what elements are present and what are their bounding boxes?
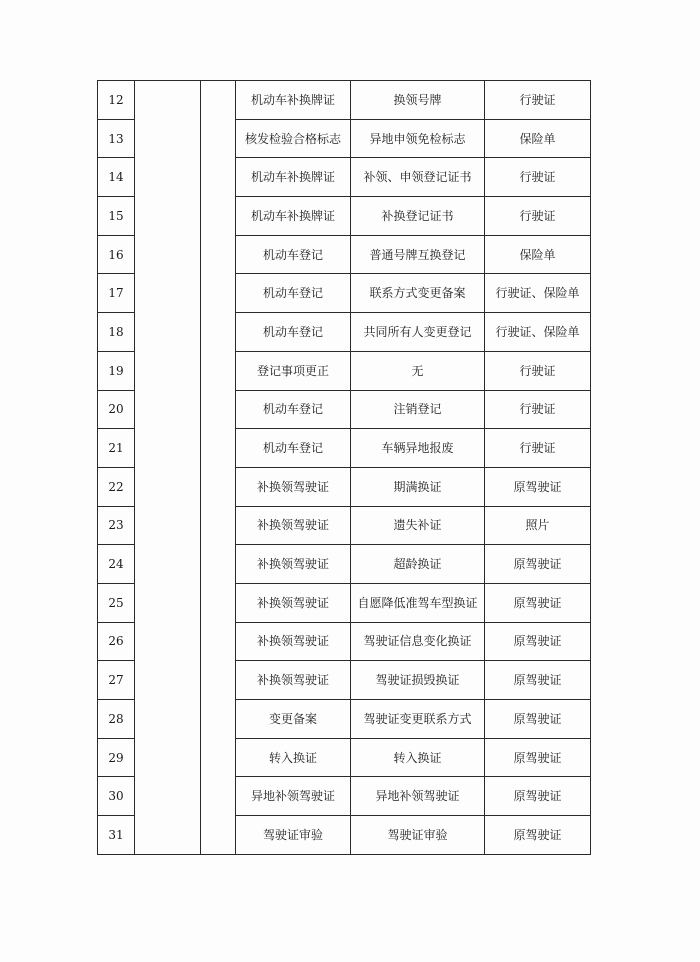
row-number-cell: 27 [98, 661, 135, 700]
sub-item-cell: 共同所有人变更登记 [351, 313, 485, 352]
sub-item-cell: 换领号牌 [351, 81, 485, 120]
row-number-cell: 19 [98, 351, 135, 390]
row-number-cell: 18 [98, 313, 135, 352]
sub-item-cell: 驾驶证损毁换证 [351, 661, 485, 700]
row-number-cell: 15 [98, 197, 135, 236]
sub-item-cell: 异地补领驾驶证 [351, 777, 485, 816]
row-number-cell: 24 [98, 545, 135, 584]
sub-item-cell: 转入换证 [351, 738, 485, 777]
sub-item-cell: 补领、申领登记证书 [351, 158, 485, 197]
table-body [98, 81, 591, 855]
row-number-cell: 26 [98, 622, 135, 661]
row-number-cell: 17 [98, 274, 135, 313]
row-number-cell: 16 [98, 235, 135, 274]
material-cell: 原驾驶证 [485, 816, 591, 855]
sub-item-cell: 自愿降低准驾车型换证 [351, 583, 485, 622]
item-name-cell: 驾驶证审验 [236, 816, 351, 855]
merged-category-cell [135, 81, 201, 855]
item-name-cell: 异地补领驾驶证 [236, 777, 351, 816]
sub-item-cell: 遗失补证 [351, 506, 485, 545]
material-cell: 原驾驶证 [485, 622, 591, 661]
item-name-cell: 补换领驾驶证 [236, 622, 351, 661]
item-name-cell: 转入换证 [236, 738, 351, 777]
row-number-cell: 14 [98, 158, 135, 197]
sub-item-cell: 联系方式变更备案 [351, 274, 485, 313]
sub-item-cell: 注销登记 [351, 390, 485, 429]
item-name-cell: 登记事项更正 [236, 351, 351, 390]
sub-item-cell: 超龄换证 [351, 545, 485, 584]
item-name-cell: 补换领驾驶证 [236, 506, 351, 545]
material-cell: 行驶证 [485, 351, 591, 390]
row-number-cell: 22 [98, 467, 135, 506]
row-number-cell: 23 [98, 506, 135, 545]
material-cell: 行驶证、保险单 [485, 274, 591, 313]
material-cell: 行驶证 [485, 158, 591, 197]
sub-item-cell: 普通号牌互换登记 [351, 235, 485, 274]
row-number-cell: 30 [98, 777, 135, 816]
row-number-cell: 29 [98, 738, 135, 777]
material-cell: 原驾驶证 [485, 700, 591, 739]
material-cell: 原驾驶证 [485, 467, 591, 506]
item-name-cell: 机动车登记 [236, 235, 351, 274]
sub-item-cell: 补换登记证书 [351, 197, 485, 236]
service-items-table [97, 80, 591, 855]
sub-item-cell: 驾驶证信息变化换证 [351, 622, 485, 661]
material-cell: 保险单 [485, 119, 591, 158]
sub-item-cell: 异地申领免检标志 [351, 119, 485, 158]
sub-item-cell: 期满换证 [351, 467, 485, 506]
row-number-cell: 25 [98, 583, 135, 622]
material-cell: 原驾驶证 [485, 777, 591, 816]
table-row [98, 81, 591, 120]
item-name-cell: 机动车登记 [236, 429, 351, 468]
material-cell: 行驶证 [485, 390, 591, 429]
sub-item-cell: 驾驶证审验 [351, 816, 485, 855]
material-cell: 行驶证 [485, 429, 591, 468]
row-number-cell: 13 [98, 119, 135, 158]
sub-item-cell: 无 [351, 351, 485, 390]
item-name-cell: 补换领驾驶证 [236, 545, 351, 584]
item-name-cell: 变更备案 [236, 700, 351, 739]
material-cell: 行驶证、保险单 [485, 313, 591, 352]
row-number-cell: 28 [98, 700, 135, 739]
item-name-cell: 机动车登记 [236, 390, 351, 429]
material-cell: 行驶证 [485, 81, 591, 120]
item-name-cell: 补换领驾驶证 [236, 661, 351, 700]
item-name-cell: 机动车登记 [236, 313, 351, 352]
item-name-cell: 机动车登记 [236, 274, 351, 313]
sub-item-cell: 驾驶证变更联系方式 [351, 700, 485, 739]
item-name-cell: 补换领驾驶证 [236, 583, 351, 622]
material-cell: 原驾驶证 [485, 661, 591, 700]
material-cell: 原驾驶证 [485, 545, 591, 584]
row-number-cell: 31 [98, 816, 135, 855]
item-name-cell: 机动车补换牌证 [236, 197, 351, 236]
item-name-cell: 机动车补换牌证 [236, 158, 351, 197]
item-name-cell: 核发检验合格标志 [236, 119, 351, 158]
material-cell: 原驾驶证 [485, 738, 591, 777]
sub-item-cell: 车辆异地报废 [351, 429, 485, 468]
row-number-cell: 21 [98, 429, 135, 468]
material-cell: 保险单 [485, 235, 591, 274]
item-name-cell: 机动车补换牌证 [236, 81, 351, 120]
item-name-cell: 补换领驾驶证 [236, 467, 351, 506]
material-cell: 照片 [485, 506, 591, 545]
row-number-cell: 20 [98, 390, 135, 429]
material-cell: 行驶证 [485, 197, 591, 236]
row-number-cell: 12 [98, 81, 135, 120]
material-cell: 原驾驶证 [485, 583, 591, 622]
merged-subcategory-cell [201, 81, 236, 855]
